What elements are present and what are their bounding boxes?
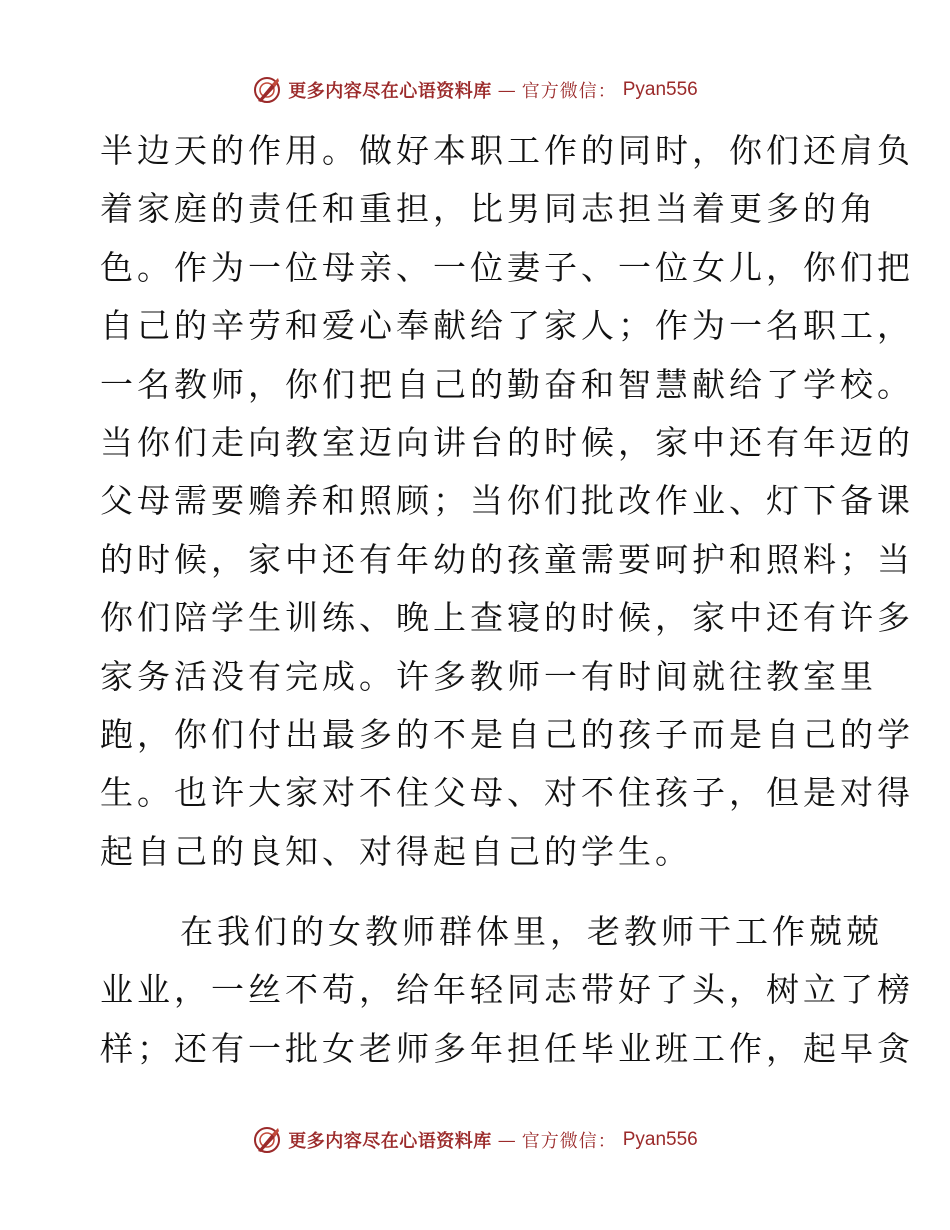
text-line: 样；还有一批女老师多年担任毕业班工作，起早贪: [100, 1028, 914, 1068]
quill-logo-icon: [252, 75, 282, 105]
quill-logo-icon: [252, 1125, 282, 1155]
watermark-wechat-id: Pyan556: [622, 1129, 698, 1150]
paragraph-2: [100, 903, 914, 1078]
text-line: 色。作为一位母亲、一位妻子、一位女儿，你们把: [100, 247, 914, 287]
document-body: [100, 122, 914, 1078]
text-line: 在我们的女教师群体里，老教师干工作兢兢: [180, 912, 883, 952]
text-line: 自己的辛劳和爱心奉献给了家人；作为一名职工，: [100, 306, 914, 346]
text-line: 着家庭的责任和重担，比男同志担当着更多的角: [100, 189, 877, 229]
watermark-dash: —: [497, 1129, 516, 1151]
text-line: 生。也许大家对不住父母、对不住孩子，但是对得: [100, 773, 914, 813]
text-line: 当你们走向教室迈向讲台的时候，家中还有年迈的: [100, 422, 914, 462]
footer-watermark: [0, 1120, 950, 1160]
text-line: 的时候，家中还有年幼的孩童需要呵护和照料；当: [100, 539, 914, 579]
watermark-label: 官方微信：: [521, 81, 617, 102]
text-line: 半边天的作用。做好本职工作的同时，你们还肩负: [100, 131, 914, 170]
text-line: 一名教师，你们把自己的勤奋和智慧献给了学校。: [100, 364, 914, 404]
header-watermark: [0, 70, 950, 110]
text-line: 起自己的良知、对得起自己的学生。: [100, 831, 692, 871]
paragraph-1: [100, 122, 914, 881]
watermark-label: 官方微信：: [521, 1131, 617, 1152]
text-line: 跑，你们付出最多的不是自己的孩子而是自己的学: [100, 714, 914, 754]
paragraph-gap: [100, 881, 860, 903]
text-line: 你们陪学生训练、晚上查寝的时候，家中还有许多: [100, 598, 914, 638]
watermark-dash: —: [497, 79, 516, 101]
text-line: 家务活没有完成。许多教师一有时间就往教室里: [100, 656, 877, 696]
watermark-brand: 更多内容尽在心语资料库: [288, 81, 492, 102]
watermark-brand: 更多内容尽在心语资料库: [288, 1131, 492, 1152]
watermark-wechat-id: Pyan556: [622, 79, 698, 100]
text-line: 业业，一丝不苟，给年轻同志带好了头，树立了榜: [100, 970, 914, 1010]
text-line: 父母需要赡养和照顾；当你们批改作业、灯下备课: [100, 481, 914, 521]
